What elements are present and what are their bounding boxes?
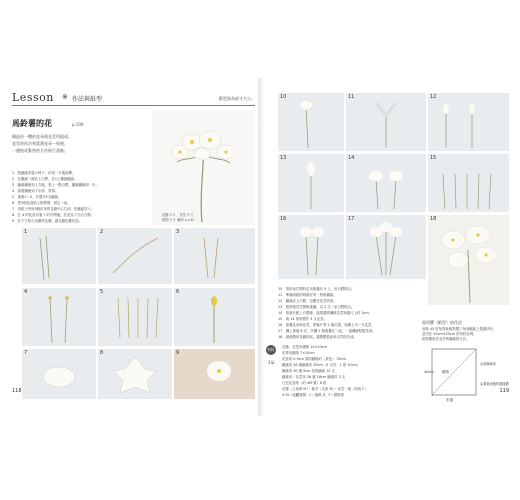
page-number: 118 — [12, 388, 22, 394]
step-photo: 2 — [98, 228, 172, 284]
right-page — [266, 78, 509, 416]
caption-line: 紙型 5 片 範例 p.142 — [162, 218, 195, 222]
material-item: 白色花蕊紙（約 4M 號）6 根 — [282, 381, 327, 385]
material-item: 鐵絲用 30 號 5cm 長的鐵絲 10 支 — [282, 369, 335, 373]
diagram-label: 沿著裁切後的邊緣摺下 — [480, 382, 509, 386]
step-item: 14 把葉片配上白膠線，邊捲邊將纏繞花莖與葉片上約 3cm。 — [278, 311, 373, 315]
bias-cut-diagram — [422, 345, 509, 403]
step-item: 8 在 4 的花蕊穿過 7 的中間後，在花蕊下方沾白膠。 — [12, 213, 94, 217]
tip-title: 面用寶（紙型）的作法 — [422, 320, 462, 325]
step-photo: 6 — [174, 288, 255, 346]
page-title: 馬鈴薯的花 — [12, 119, 52, 128]
diagram-label: 沿斜線裁切 — [480, 362, 496, 366]
diagram-label: 布邊 — [446, 398, 453, 402]
step-photo: 16 — [278, 215, 344, 279]
step-item: 5 重複2～4，共製作5支鐵絲。 — [12, 195, 62, 199]
tip-line: 用紙 45 度角剪裁後對摺三角形鐵絲上捲邊所有， — [422, 327, 497, 331]
material-item: 鐵絲用 26 號鐵絲約 30cm（3 支份・1 @ 10cm） — [282, 363, 361, 367]
step-photo: 4 — [22, 288, 96, 346]
step-item: 1 把鐵絲穿過小珠子，折成一半後扭轉。 — [12, 171, 76, 175]
book-gutter — [258, 78, 264, 416]
tip-panel — [422, 320, 509, 402]
step-item: 17 纏上重複 8 次，共纏 2 個重疊在一起，一邊纏繞貼服莖部。 — [278, 329, 376, 333]
material-item: 花萼用縐紙 7×10cm — [282, 351, 315, 355]
step-item: 16 重疊花朵和花莖，將葉片等 2 個位置，再纏上另一支花莖。 — [278, 323, 375, 327]
step-item: 3 鐵絲纏繞到上方後，黏上一點白膠，繼續纏繞到一半。 — [12, 183, 99, 187]
step-photo: 15 — [428, 154, 509, 212]
tip-line: 把紙縐紙作為外的鐵絲的方法。 — [422, 337, 470, 341]
step-photo: 3 — [174, 228, 255, 284]
page-number: 119 — [499, 388, 509, 394]
material-item: 花瓣（上面兩 M）・葉芽（次兩 M）・花莖・葉（兩表 F） — [282, 387, 368, 391]
step-photo: 13 — [278, 154, 344, 212]
intro-text — [12, 133, 132, 154]
step-item: 13 把兩根莖打開後重疊，以 2 支一束白膠貼合。 — [278, 305, 355, 309]
step-item: 11 準備兩根的紙做好的一對紙鐵絲。 — [278, 293, 337, 297]
step-item: 18 最後整形花瓣形狀，讓整體看起來自然即完成。 — [278, 335, 357, 339]
step-item: 7 用鉗子夾取5個花朵的花瓣中心打洞，把鐵絲穿入。 — [12, 207, 95, 211]
materials-footer: ※ M＝接觸面積：C＝鋼紙 Z：F＝褶紙紙 — [282, 393, 345, 397]
step-photo: 12 — [428, 93, 509, 151]
lesson-header — [12, 91, 255, 106]
intro-line: 花莖的作法和蕾喬花朵一致後， — [12, 141, 68, 146]
step-photo: 7 — [22, 349, 96, 399]
lesson-mark: ※ — [62, 93, 68, 101]
material-item: 鐵絲用・花莖用 26 號 18cm 鐵絲約 3 支 — [282, 375, 346, 379]
intro-line: 一邊捲成緊密的方法進行重點。 — [12, 148, 68, 153]
caption-line: 花瓣 2 片、花莖 3 片 — [162, 213, 194, 217]
step-photo: 5 — [98, 288, 172, 346]
instruction-steps — [278, 286, 418, 340]
diagram-label: 40cm — [424, 370, 434, 374]
step-item: 2 在鐵絲一端沾上白膠，在1上纏繞鐵絲。 — [12, 177, 78, 181]
step-item: 12 鐵絲沾上白膠，包覆在花莖底部。 — [278, 299, 337, 303]
step-photo: 18 — [428, 215, 509, 305]
step-photo: 17 — [346, 215, 426, 279]
hero-caption — [162, 213, 194, 223]
title-page-ref: p.100 — [72, 122, 84, 127]
material-item: 花瓣、花莖用縐紙 10×10cm — [282, 345, 327, 349]
step-item: 6 把5個花蕊貼上紙膠帶，固定一束。 — [12, 201, 71, 205]
step-item: 4 重複纏繞到下半部，剪掉。 — [12, 189, 59, 193]
step-item: 9 於下方貼合花瓣等花瓣，讓花瓣包覆花蕊。 — [12, 219, 82, 223]
lesson-word: Lesson — [12, 91, 54, 104]
intro-line: 構造由一體的花朵與花莖所組成。 — [12, 134, 72, 139]
step-photo: 9 — [174, 349, 255, 399]
material-item: 花蕊用 0.9cm 寬的鐵絲約（茶色） 30cm — [282, 357, 346, 361]
step-photo: 11 — [346, 93, 426, 151]
materials-count: 1朵 — [268, 360, 275, 365]
finished-flower-photo — [152, 110, 255, 225]
pattern-size-note: 紙型皆為原寸大小。 — [219, 96, 255, 101]
step-photo: 10 — [278, 93, 344, 151]
tip-text — [422, 327, 509, 342]
step-item: 10 把兩朵打開的花用重疊在 9 上，用白膠貼合。 — [278, 287, 355, 291]
step-photo: 8 — [98, 349, 172, 399]
lesson-subtitle: 作法與紙型 — [72, 96, 103, 103]
step-photo: 14 — [346, 154, 426, 212]
step-item: 15 與 14 相同製作 3 支花莖。 — [278, 317, 328, 321]
step-photo: 1 — [22, 228, 96, 284]
diagram-label: 縐紙 — [442, 370, 449, 374]
left-page — [12, 78, 255, 416]
instruction-steps — [12, 170, 142, 224]
materials-list — [282, 344, 422, 398]
tip-line: 並用在 20cm×20cm 的布料為例， — [422, 332, 477, 336]
materials-badge: 材料 — [266, 345, 276, 355]
